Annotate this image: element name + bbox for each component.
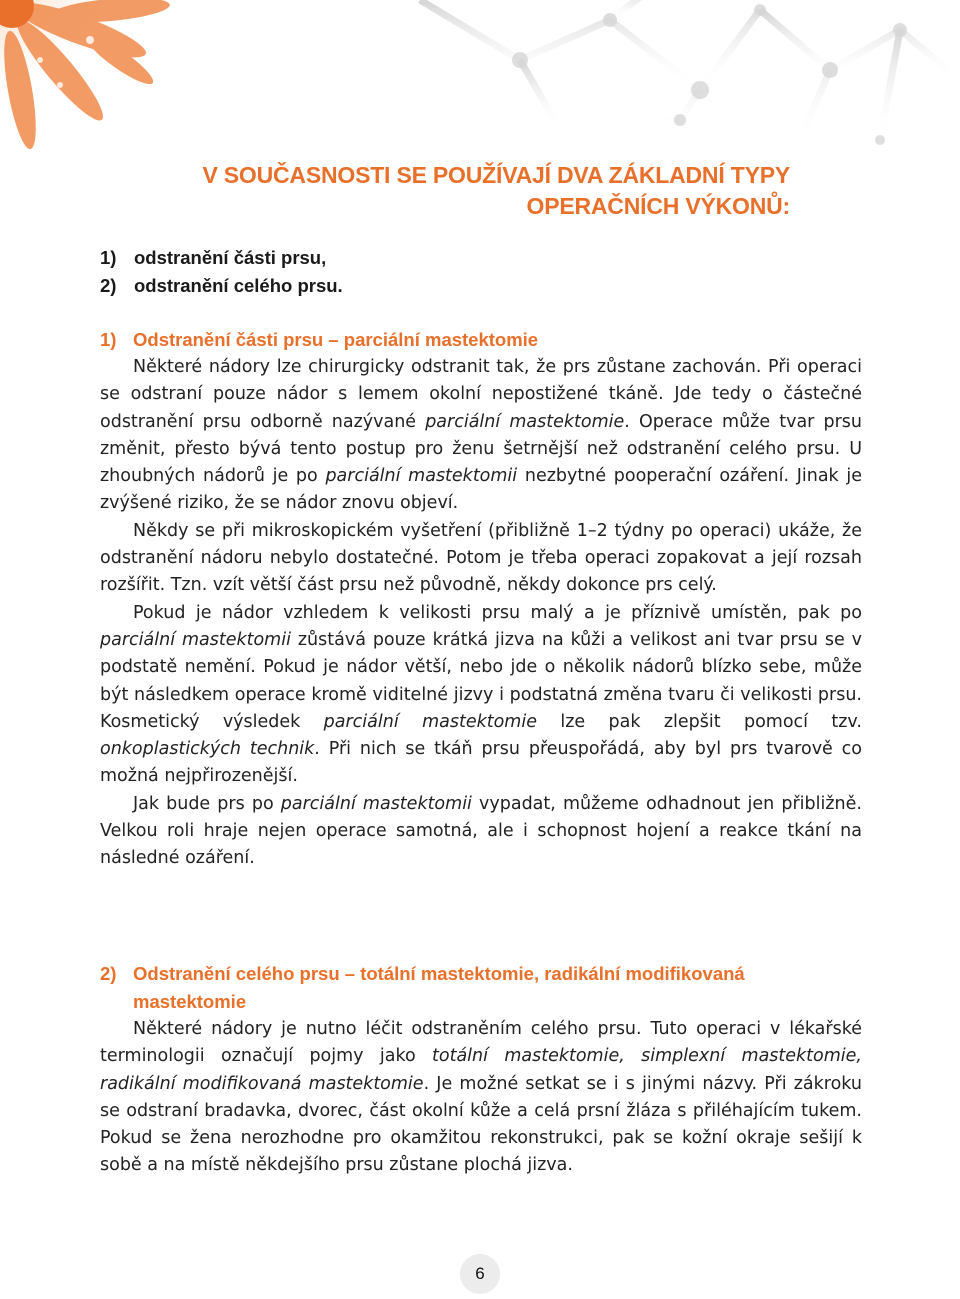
paragraph [100, 1016, 862, 1180]
overview-item-text: odstranění části prsu, [134, 247, 327, 268]
overview-list [100, 244, 343, 300]
page-number: 6 [460, 1254, 500, 1294]
emphasized-term: parciální mastektomie [323, 711, 537, 732]
emphasized-term: parciální mastektomii [100, 629, 291, 650]
paragraph [100, 791, 862, 873]
paragraph [100, 518, 862, 600]
section-number: 1) [100, 329, 117, 350]
paragraph-text: . Je možné setkat se i s jinými názvy. Při zákroku se odstraní bradavka, dvorec, část okolní kůže a celá prsní žláza s přiléhajícím tukem. Pokud se žena nerozhodne pro okamžitou rekonstrukci, pak se kožní okraje sešijí k sobě a na místě někdejšího prsu zůstane plochá jizva. [100, 1073, 862, 1176]
emphasized-term: totální mastektomie, simplexní mastektomie, radikální modifikovaná mastektomie [100, 1046, 862, 1094]
molecule-network-graphic [420, 0, 960, 140]
heading-line-2: OPERAČNÍCH VÝKONŮ: [526, 193, 790, 219]
emphasized-term: onkoplastických technik [100, 739, 315, 760]
section-body [100, 354, 862, 873]
paragraph-text: vypadat, můžeme odhadnout jen přibližně. Velkou roli hraje nejen operace samotná, ale i schopnost hojení a reakce tkání na následné ozáření. [100, 793, 862, 869]
section-title-text: Odstranění celého prsu – totální mastektomie, radikální modifikovaná mastektomie [133, 963, 745, 1012]
paragraph-text: Pokud je nádor vzhledem k velikosti prsu malý a je příznivě umístěn, pak po [133, 602, 862, 623]
emphasized-term: parciální mastektomii [280, 793, 472, 814]
overview-item [100, 272, 343, 300]
paragraph-text: zůstává pouze krátká jizva na kůži a velikost ani tvar prsu se v podstatě nemění. Pokud je nádor větší, nebo jde o několik nádorů blízko sebe, může být následkem operace kromě viditelné jizvy i podstatná změna tvaru či velikosti prsu. Kosmetický výsledek [100, 629, 862, 732]
overview-item-text: odstranění celého prsu. [134, 275, 343, 296]
section-title [100, 326, 862, 354]
paragraph-text: . Při nich se tkáň prsu přeuspořádá, aby byl prs tvarově co možná nejpřirozenější. [100, 739, 862, 787]
section-number: 2) [100, 963, 117, 984]
emphasized-term: parciální mastektomie [425, 411, 625, 432]
paragraph-text: Některé nádory lze chirurgicky odstranit tak, že prs zůstane zachován. Při operaci se odstraní pouze nádor s lemem okolní nepostižené tkáně. Jde tedy o částečné odstranění prsu odborně nazývané [100, 357, 862, 432]
paragraph-text: lze pak zlepšit pomocí tzv. [536, 711, 862, 732]
overview-item-number: 1) [100, 247, 117, 268]
section-title [100, 960, 862, 1016]
paragraph-text: Některé nádory je nutno léčit odstraněním celého prsu. Tuto operaci v lékařské terminologii označují pojmy jako [100, 1019, 862, 1067]
paragraph [100, 600, 862, 791]
overview-item [100, 244, 343, 272]
header-decoration [0, 0, 960, 150]
page-heading [100, 160, 790, 222]
section-body [100, 1016, 862, 1180]
paragraph-text: Někdy se při mikroskopickém vyšetření (přibližně 1–2 týdny po operaci) ukáže, že odstranění nádoru nebylo dostatečné. Potom je třeba operaci zopakovat a její rozsah rozšířit. Tzn. vzít větší část prsu než původně, někdy dokonce prs celý. [100, 520, 862, 596]
paragraph-text: Jak bude prs po [133, 793, 281, 814]
section-total-mastectomy [100, 960, 862, 1180]
paragraph [100, 354, 862, 518]
emphasized-term: parciální mastektomii [325, 466, 518, 487]
flower-graphic [0, 0, 171, 150]
section-partial-mastectomy [100, 326, 862, 873]
paragraph-text: nezbytné pooperační ozáření. Jinak je zvýšené riziko, že se nádor znovu objeví. [100, 466, 863, 514]
paragraph-text: . Operace může tvar prsu změnit, přesto bývá tento postup pro ženu šetrnější než odstranění celého prsu. U zhoubných nádorů je po [100, 411, 862, 487]
heading-line-1: V SOUČASNOSTI SE POUŽÍVAJÍ DVA ZÁKLADNÍ TYPY [202, 162, 790, 188]
overview-item-number: 2) [100, 275, 117, 296]
section-title-text: Odstranění části prsu – parciální mastektomie [133, 329, 539, 350]
